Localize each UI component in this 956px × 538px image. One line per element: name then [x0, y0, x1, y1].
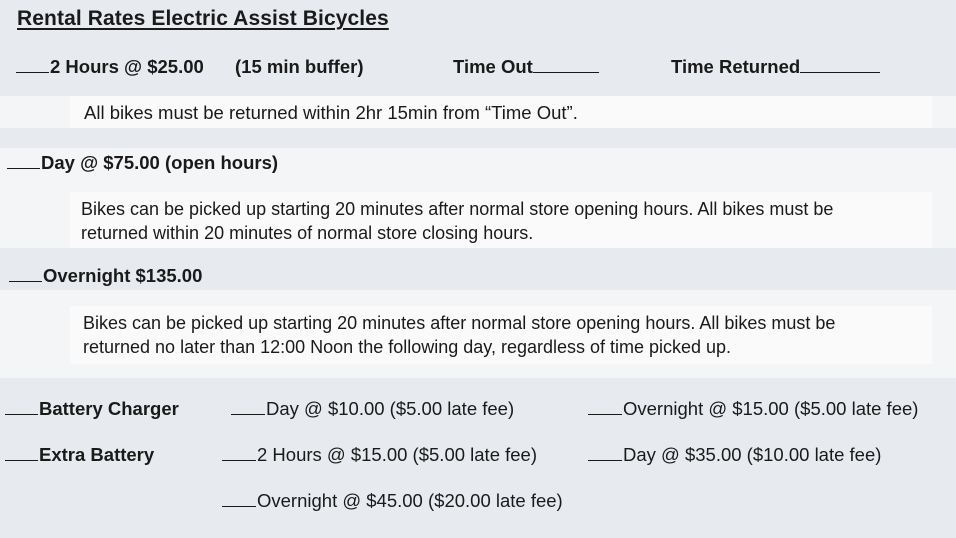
battery-charger-overnight-label: Overnight @ $15.00 ($5.00 late fee)	[623, 398, 919, 419]
overnight-option	[9, 267, 202, 286]
battery-charger-option	[5, 400, 179, 419]
checkbox-blank[interactable]	[5, 413, 38, 415]
two-hours-note: All bikes must be returned within 2hr 15min from “Time Out”.	[84, 102, 578, 123]
checkbox-blank[interactable]	[16, 71, 49, 73]
two-hours-label: 2 Hours @ $25.00	[50, 56, 204, 77]
checkbox-blank[interactable]	[588, 459, 622, 461]
time-returned-blank[interactable]	[800, 71, 880, 73]
checkbox-blank[interactable]	[588, 413, 622, 415]
two-hours-option	[16, 58, 204, 77]
time-out-field	[453, 58, 600, 77]
checkbox-blank[interactable]	[222, 505, 256, 507]
overnight-note-line2: returned no later than 12:00 Noon the following day, regardless of time picked up.	[83, 337, 732, 357]
time-returned-field	[671, 58, 881, 77]
checkbox-blank[interactable]	[9, 280, 42, 282]
extra-battery-two-hours-option	[222, 446, 537, 465]
overnight-label: Overnight $135.00	[43, 265, 203, 286]
time-returned-label: Time Returned	[671, 56, 801, 77]
day-option	[7, 154, 278, 173]
overnight-note-line1: Bikes can be picked up starting 20 minutes after normal store opening hours. All bikes must be	[83, 313, 836, 333]
battery-charger-overnight-option	[588, 400, 918, 419]
checkbox-blank[interactable]	[5, 459, 38, 461]
day-note-line2: returned within 20 minutes of normal store closing hours.	[81, 223, 534, 243]
battery-charger-day-option	[231, 400, 514, 419]
time-out-label: Time Out	[453, 56, 533, 77]
extra-battery-label: Extra Battery	[39, 444, 155, 465]
buffer-label: (15 min buffer)	[235, 56, 364, 77]
time-out-blank[interactable]	[533, 71, 599, 73]
extra-battery-two-hours-label: 2 Hours @ $15.00 ($5.00 late fee)	[257, 444, 538, 465]
extra-battery-day-label: Day @ $35.00 ($10.00 late fee)	[623, 444, 882, 465]
day-label: Day @ $75.00 (open hours)	[41, 152, 279, 173]
battery-charger-day-label: Day @ $10.00 ($5.00 late fee)	[266, 398, 515, 419]
checkbox-blank[interactable]	[231, 413, 265, 415]
battery-charger-label: Battery Charger	[39, 398, 179, 419]
bleed-through-band	[0, 128, 956, 148]
extra-battery-overnight-label: Overnight @ $45.00 ($20.00 late fee)	[257, 490, 563, 511]
page-title: Rental Rates Electric Assist Bicycles	[17, 7, 389, 30]
extra-battery-overnight-option	[222, 492, 563, 511]
day-note-line1: Bikes can be picked up starting 20 minutes after normal store opening hours. All bikes must be	[81, 199, 834, 219]
checkbox-blank[interactable]	[222, 459, 256, 461]
checkbox-blank[interactable]	[7, 167, 40, 169]
extra-battery-option	[5, 446, 154, 465]
extra-battery-day-option	[588, 446, 881, 465]
